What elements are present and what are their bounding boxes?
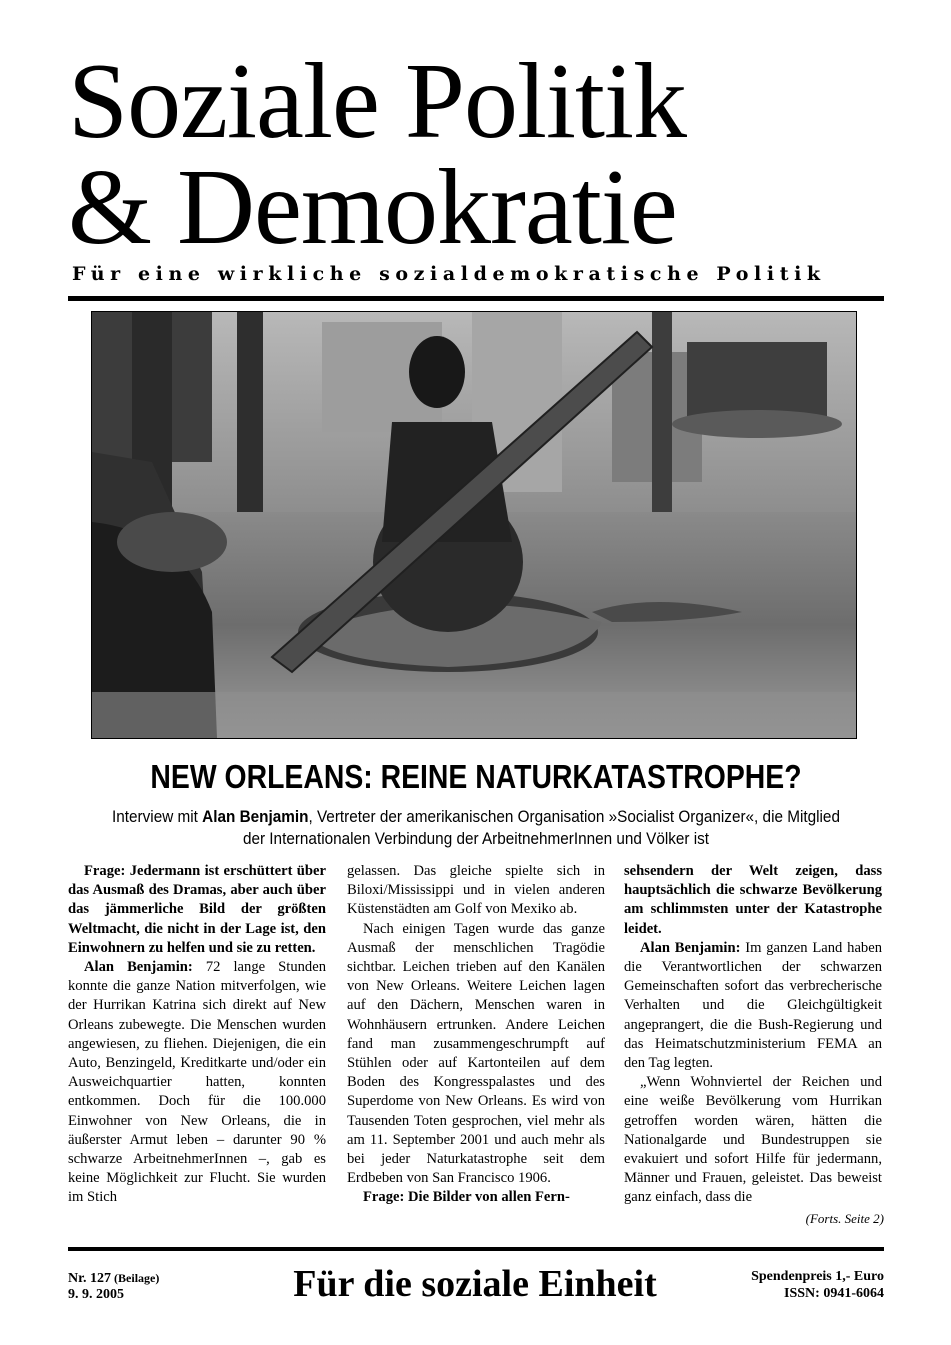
- column-2-paragraph-2: Nach einigen Tagen wurde das ganze Ausmaß der menschlichen Tragödie sichtbar. Leichen trieben auf den Kanälen von New Orleans. Weitere Leichen lagen auf den Dächern, Menschen waren in Wohnhäusern ertrunken. Andere Leichen fand man zusammengeschrumpft auf Stühlen oder auf Kartonteilen auf dem Boden des Kongresspalastes und des Superdome von New Orleans. Es wird von Tausenden Toten gesprochen, viel mehr als am 11. September 2001 und auch mehr als bei jeder Naturkatastrophe seit dem Erdbeben von San Francisco 1906.: [347, 920, 605, 1187]
- question-2-end: [624, 862, 882, 939]
- cover-photo: [91, 311, 857, 739]
- price-info: [751, 1268, 884, 1302]
- answer-2-speaker: Alan Benjamin:: [640, 939, 741, 956]
- question-1-text: Frage: Jedermann ist erschüttert über das Ausmaß des Dramas, aber auch über das jämmerliche Bild der größten Weltmacht, die nicht in der Lage ist, den Einwohnern zu helfen und sie zu retten.: [68, 863, 326, 956]
- question-2-end-text: sehsendern der Welt zeigen, dass hauptsächlich die schwarze Bevölkerung am schlimmsten unter der Katastrophe leidet.: [624, 863, 882, 937]
- question-2-start: [347, 1188, 605, 1207]
- issue-date: 9. 9. 2005: [68, 1287, 124, 1302]
- issue-number-line: [68, 1270, 159, 1287]
- subhead-intro: Interview mit: [112, 807, 203, 826]
- column-3-paragraph-3: „Wenn Wohnviertel der Reichen und eine weiße Bevölkerung vom Hurrikan getroffen worden wären, hätten die Nationalgarde und Bundestruppen sie evakuiert und sofort Hilfe für jedermann, Männer und Frauen, geleistet. Das beweist ganz einfach, dass die: [624, 1074, 882, 1206]
- question-1: [68, 862, 326, 958]
- column-2-paragraph-1: gelassen. Das gleiche spielte sich in Biloxi/Mississippi und in vielen anderen Küstenstädten am Golf von Mexiko ab.: [347, 863, 605, 918]
- article-body: [68, 862, 884, 1234]
- masthead: [68, 42, 884, 267]
- issue-note: (Beilage): [111, 1271, 160, 1285]
- continued-note: (Forts. Seite 2): [805, 1211, 884, 1226]
- question-2-start-text: Frage: Die Bilder von allen Fern-: [363, 1189, 570, 1206]
- answer-1-speaker: Alan Benjamin:: [84, 959, 193, 976]
- top-rule: [68, 296, 884, 301]
- masthead-tagline: Für eine wirkliche sozialdemokratische Politik: [72, 263, 826, 285]
- footer-slogan: Für die soziale Einheit: [293, 1263, 657, 1305]
- subhead-interviewee: Alan Benjamin: [202, 807, 309, 826]
- answer-2-text: Im ganzen Land haben die Verantwortlichen der schwarzen Gemeinschaften sofort das verbrecherische Verhalten und die Gleichgültigkeit angeprangert, die die Bush-Regierung und das Heimatschutzministerium FEMA an den Tag legten.: [624, 939, 882, 1072]
- article-column-1: [68, 862, 326, 1208]
- flood-canoe-photo: [92, 312, 856, 738]
- issue-number: Nr. 127: [68, 1271, 112, 1286]
- bottom-rule: [68, 1247, 884, 1251]
- answer-1: [68, 958, 326, 1208]
- answer-2: [624, 939, 882, 1073]
- masthead-title-line1: Soziale Politik: [68, 42, 686, 161]
- article-subhead: [102, 806, 851, 850]
- issn: ISSN: 0941-6064: [784, 1286, 884, 1301]
- article-headline: NEW ORLEANS: REINE NATURKATASTROPHE?: [150, 758, 802, 795]
- masthead-title-line2: & Demokratie: [68, 148, 677, 267]
- answer-1-text: 72 lange Stunden konnte die ganze Nation mitverfolgen, wie der Hurrikan Katrina sich direkt auf New Orleans zubewegte. Die Menschen wurden angewiesen, zu fliehen. Diejenigen, die ein Auto, Benzingeld, Kreditkarte und/oder ein Ausweichquartier hatten, konnten entkommen. Doch für die 100.000 Einwohner von New Orleans, die in äußerster Armut leben – darunter 90 % schwarze ArbeitnehmerInnen –, gab es keine Möglichkeit zur Flucht. Sie wurden im Stich: [68, 959, 326, 1206]
- subhead-description: , Vertreter der amerikanischen Organisation »Socialist Organizer«, die Mitglied der Internationalen Verbindung der ArbeitnehmerInnen und Völker ist: [242, 807, 840, 848]
- article-column-2: [347, 862, 605, 1208]
- issue-info: [68, 1270, 159, 1303]
- price: Spendenpreis 1,- Euro: [751, 1269, 884, 1284]
- article-column-3: [624, 862, 882, 1208]
